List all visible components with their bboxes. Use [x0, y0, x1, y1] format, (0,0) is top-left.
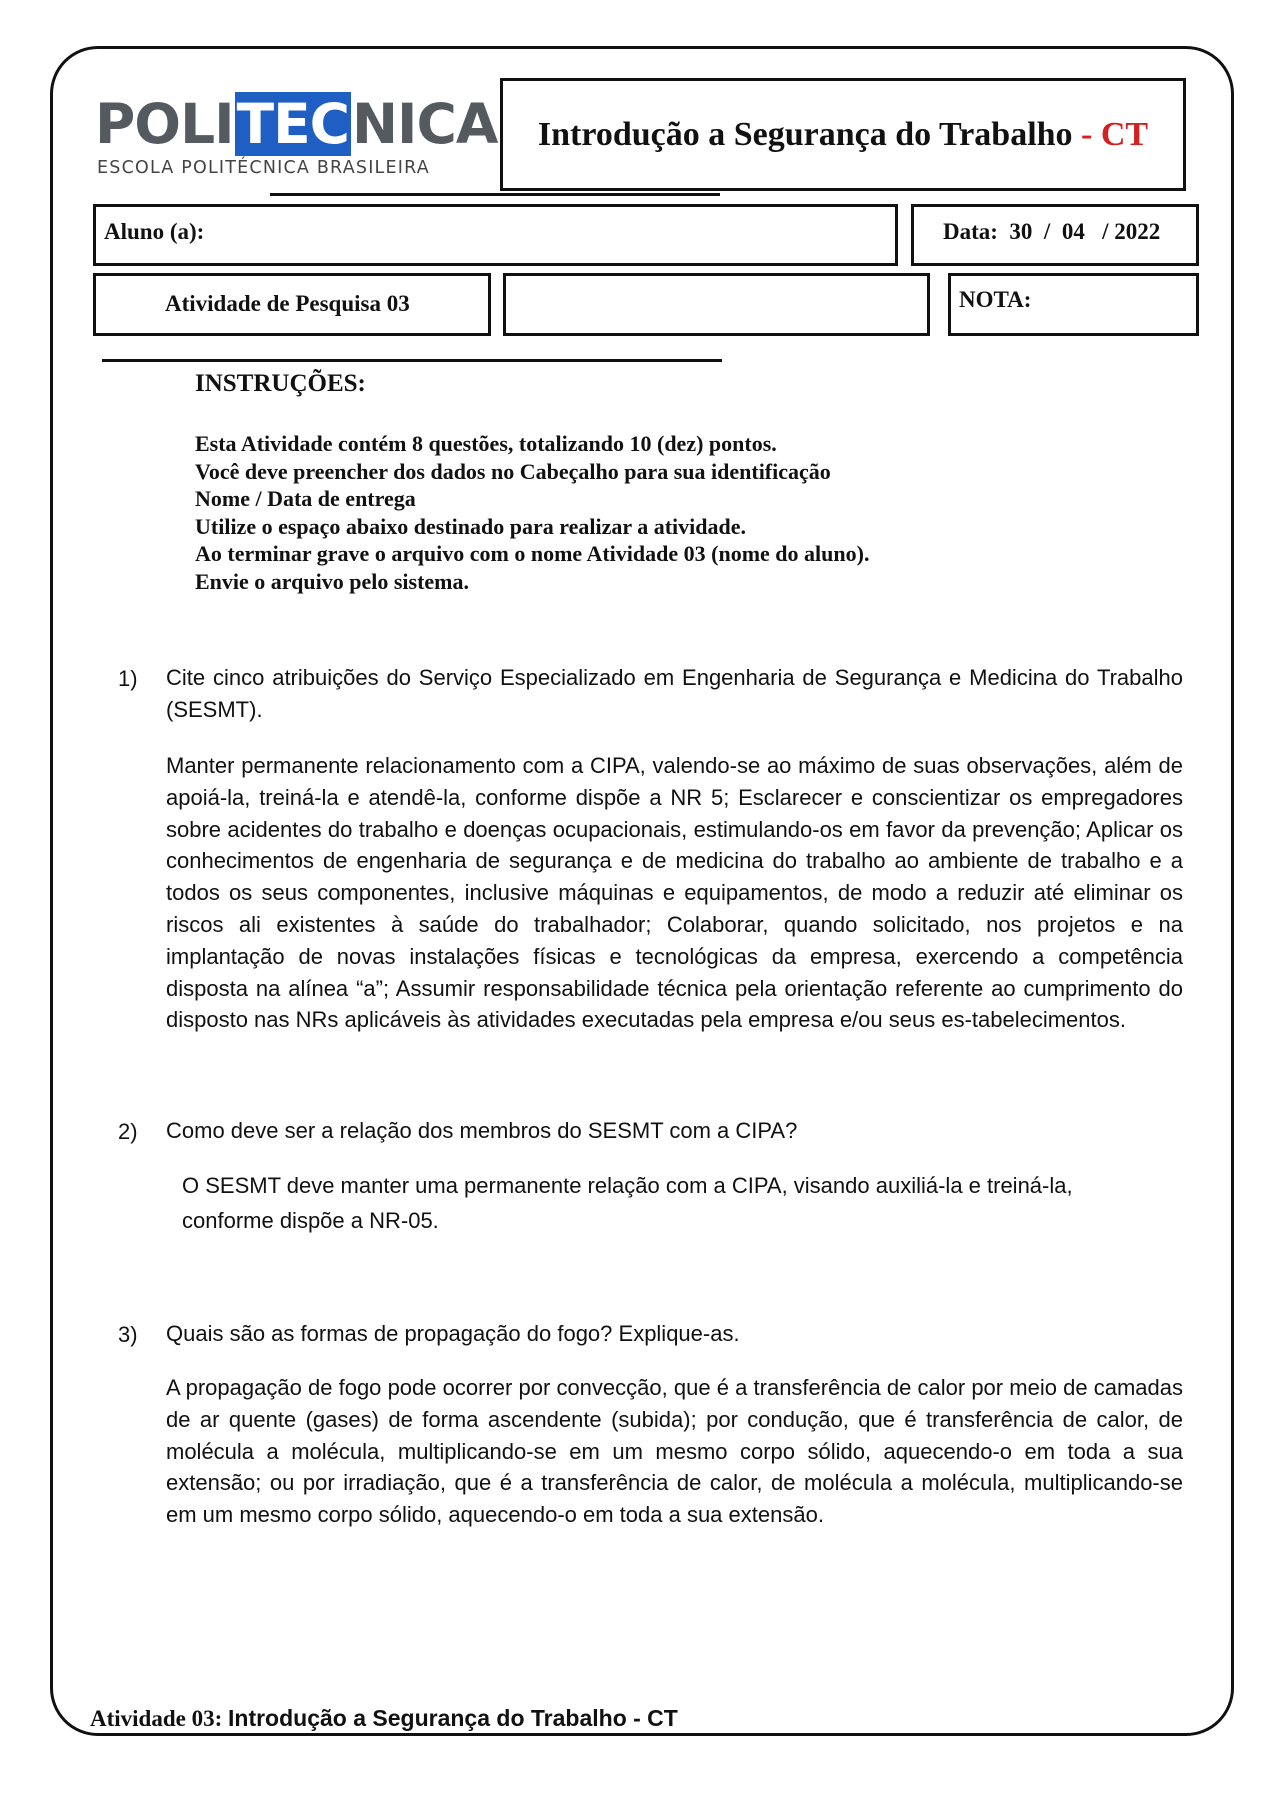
grade-label: NOTA:: [959, 287, 1032, 312]
footer-title: Introdução a Segurança do Trabalho - CT: [228, 1705, 678, 1731]
title-box: [500, 78, 1186, 191]
instruction-item: Ao terminar grave o arquivo com o nome Atividade 03 (nome do aluno).: [195, 541, 870, 566]
instructions-title: INSTRUÇÕES:: [195, 370, 366, 397]
question-number: 3): [118, 1322, 138, 1347]
logo-wordmark: [95, 93, 497, 155]
logo-subtitle: ESCOLA POLITÉCNICA BRASILEIRA: [97, 158, 430, 178]
answer-text[interactable]: Manter permanente relacionamento com a CIPA, valendo-se ao máximo de suas observações, além de apoiá-la, treiná-la e atendê-la, conforme dispõe a NR 5; Esclarecer e conscientizar os empregadores sobre acidentes do trabalho e doenças ocupacionais, estimulando-os em favor da prevenção; Aplicar os conhecimentos de engenharia de segurança e de medicina do trabalho ao ambiente de trabalho e a todos os seus componentes, inclusive máquinas e equipamentos, de modo a reduzir até eliminar os riscos ali existentes à saúde do trabalhador; Colaborar, quando solicitado, nos projetos e na implantação de novas instalações físicas e tecnológicas da empresa, exercendo a competência disposta na alínea “a”; Assumir responsabilidade técnica pela orientação referente ao cumprimento do disposto nas NRs aplicáveis às atividades executadas pela empresa e/ou seus es-tabelecimentos.: [166, 753, 1183, 1033]
question-number: 2): [118, 1119, 138, 1144]
student-name-field[interactable]: [93, 204, 898, 266]
grade-field[interactable]: [948, 273, 1199, 336]
question-number: 1): [118, 666, 138, 691]
activity-box: [93, 273, 491, 336]
divider-line-top: [270, 193, 720, 196]
page-title: [538, 116, 1148, 154]
footer-prefix: Atividade 03:: [90, 1706, 228, 1731]
date-field[interactable]: [911, 204, 1199, 266]
question-text: Quais são as formas de propagação do fogo? Explique-as.: [166, 1321, 740, 1346]
logo-text-post: NICA: [352, 92, 498, 156]
question-text: Cite cinco atribuições do Serviço Especializado em Engenharia de Segurança e Medicina do Trabalho (SESMT).: [166, 665, 1183, 722]
logo-text-highlight: TEC: [236, 92, 350, 156]
instruction-item: Utilize o espaço abaixo destinado para realizar a atividade.: [195, 513, 746, 539]
instruction-item: Envie o arquivo pelo sistema.: [195, 568, 470, 594]
question-text: Como deve ser a relação dos membros do SESMT com a CIPA?: [166, 1118, 798, 1143]
instruction-item: Esta Atividade contém 8 questões, totalizando 10 (dez) pontos.: [195, 431, 777, 456]
page-footer: [90, 1705, 678, 1732]
instruction-item: Nome / Data de entrega: [195, 486, 416, 511]
politecnica-logo: [95, 92, 498, 183]
title-suffix: - CT: [1072, 115, 1149, 153]
answer-text[interactable]: A propagação de fogo pode ocorrer por convecção, que é a transferência de calor por meio de camadas de ar quente (gases) de forma ascendente (subida); por condução, que é transferência de calor, de molécula a molécula, multiplicando-se em um mesmo corpo sólido, aquecendo-o em toda a sua extensão; ou por irradiação, que é a transferência de calor, de molécula a molécula, multiplicando-se em um mesmo corpo sólido, aquecendo-o em toda a sua extensão.: [166, 1375, 1183, 1528]
date-label: Data: 30 / 04 / 2022: [943, 219, 1161, 244]
student-name-label: Aluno (a):: [104, 219, 205, 244]
blank-field[interactable]: [503, 273, 930, 336]
instructions-list: [195, 430, 869, 595]
instruction-item: Você deve preencher dos dados no Cabeçalho para sua identificação: [195, 458, 831, 484]
activity-label: Atividade de Pesquisa 03: [165, 291, 410, 316]
logo-text-pre: POLI: [95, 92, 234, 156]
answer-text[interactable]: O SESMT deve manter uma permanente relação com a CIPA, visando auxiliá-la e treiná-la, conforme dispõe a NR-05.: [182, 1173, 1073, 1233]
divider-line-bottom: [102, 359, 722, 362]
title-main: Introdução a Segurança do Trabalho: [537, 115, 1073, 153]
